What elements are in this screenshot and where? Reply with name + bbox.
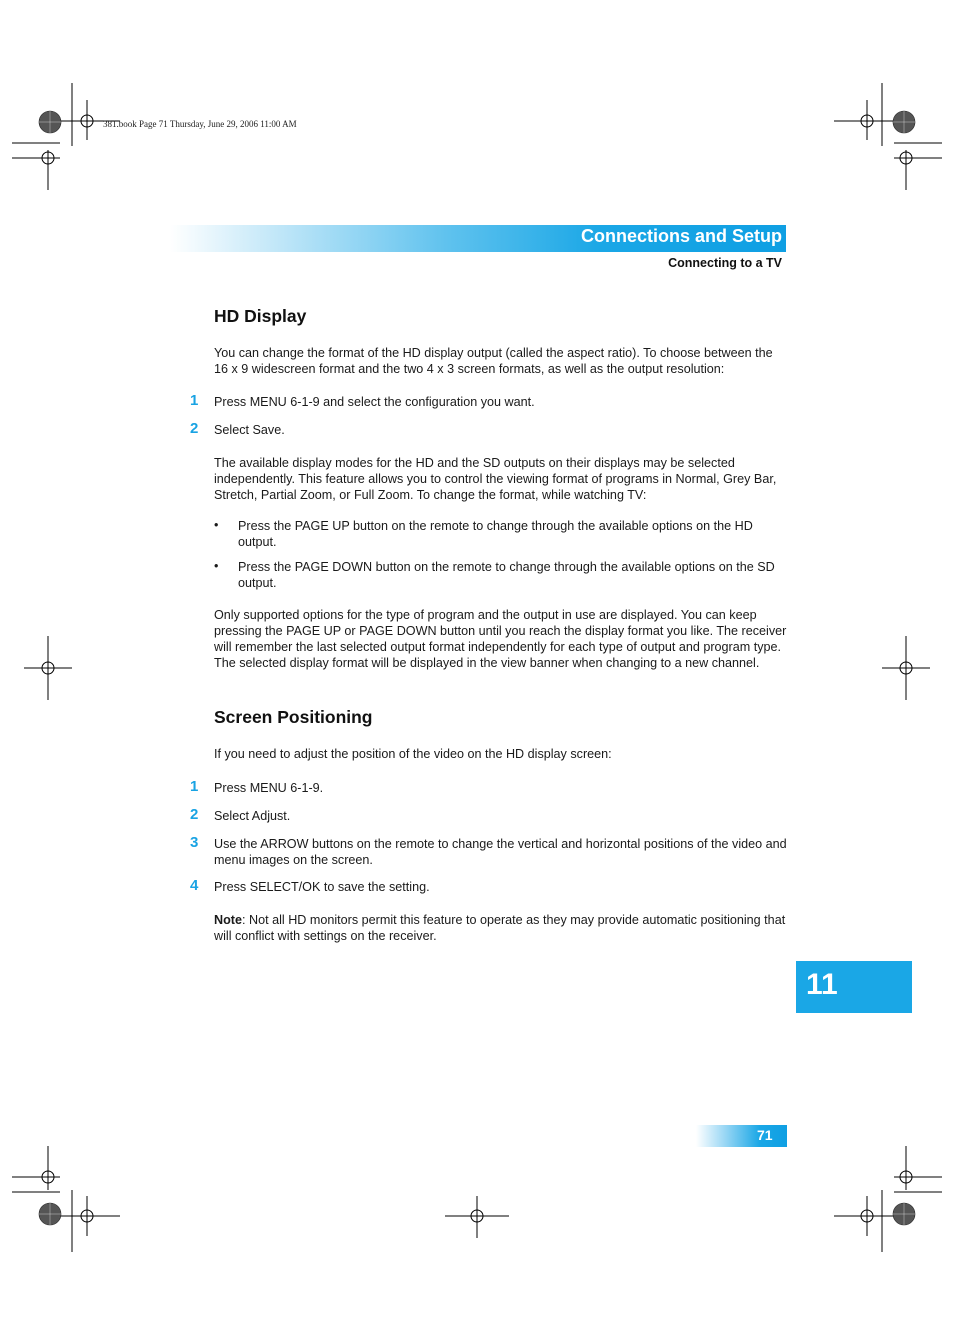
chapter-number: 11 [806,968,838,1001]
bullet-item: Press the PAGE DOWN button on the remote to change through the available options on the SD output. [238,560,775,590]
note-label: Note [214,913,242,927]
print-info: 381.book Page 71 Thursday, June 29, 2006 11:00 AM [103,119,297,129]
supported-options-paragraph: Only supported options for the type of program and the output in use are displayed. You can keep pressing the PAGE UP or PAGE DOWN button until you reach the display format you like. The receiver will remember the last selected output format independently for each type of output and program type. The selected display format will be displayed in the view banner when changing to a new channel. [214,608,787,670]
step-text: Use the ARROW buttons on the remote to change the vertical and horizontal positions of the video and menu images on the screen. [214,837,787,867]
hd-display-heading: HD Display [214,306,307,326]
page-number: 71 [757,1127,773,1143]
section-subtitle: Connecting to a TV [668,256,782,270]
bullet-item: Press the PAGE UP button on the remote to change through the available options on the HD output. [238,519,753,549]
bullet-marker: • [214,518,219,532]
screen-positioning-intro: If you need to adjust the position of the video on the HD display screen: [214,747,612,761]
note-text: : Not all HD monitors permit this feature to operate as they may provide automatic positioning that will conflict with settings on the receiver. [214,913,786,943]
note-paragraph [214,912,788,944]
step-text: Press MENU 6-1-9. [214,781,324,795]
screen-positioning-heading: Screen Positioning [214,707,373,727]
step-text: Select Adjust. [214,809,291,823]
step-number: 1 [190,778,199,795]
step-text: Press SELECT/OK to save the setting. [214,880,430,894]
step-number: 2 [190,420,199,437]
hd-display-intro: You can change the format of the HD display output (called the aspect ratio). To choose between the 16 x 9 widescreen format and the two 4 x 3 screen formats, as well as the output resolution: [214,346,773,376]
step-number: 4 [190,877,199,894]
section-title: Connections and Setup [580,226,782,246]
step-text: Press MENU 6-1-9 and select the configuration you want. [214,395,535,409]
step-number: 3 [190,834,199,851]
step-number: 2 [190,806,199,823]
display-modes-paragraph: The available display modes for the HD and the SD outputs on their displays may be selected independently. This feature allows you to control the viewing format of programs in Normal, Grey Bar, Stretch, Partial Zoom, or Full Zoom. To change the format, while watching TV: [214,456,777,502]
bullet-marker: • [214,559,219,573]
step-number: 1 [190,392,199,409]
step-text: Select Save. [214,423,285,437]
page-number-bar [696,1125,787,1147]
